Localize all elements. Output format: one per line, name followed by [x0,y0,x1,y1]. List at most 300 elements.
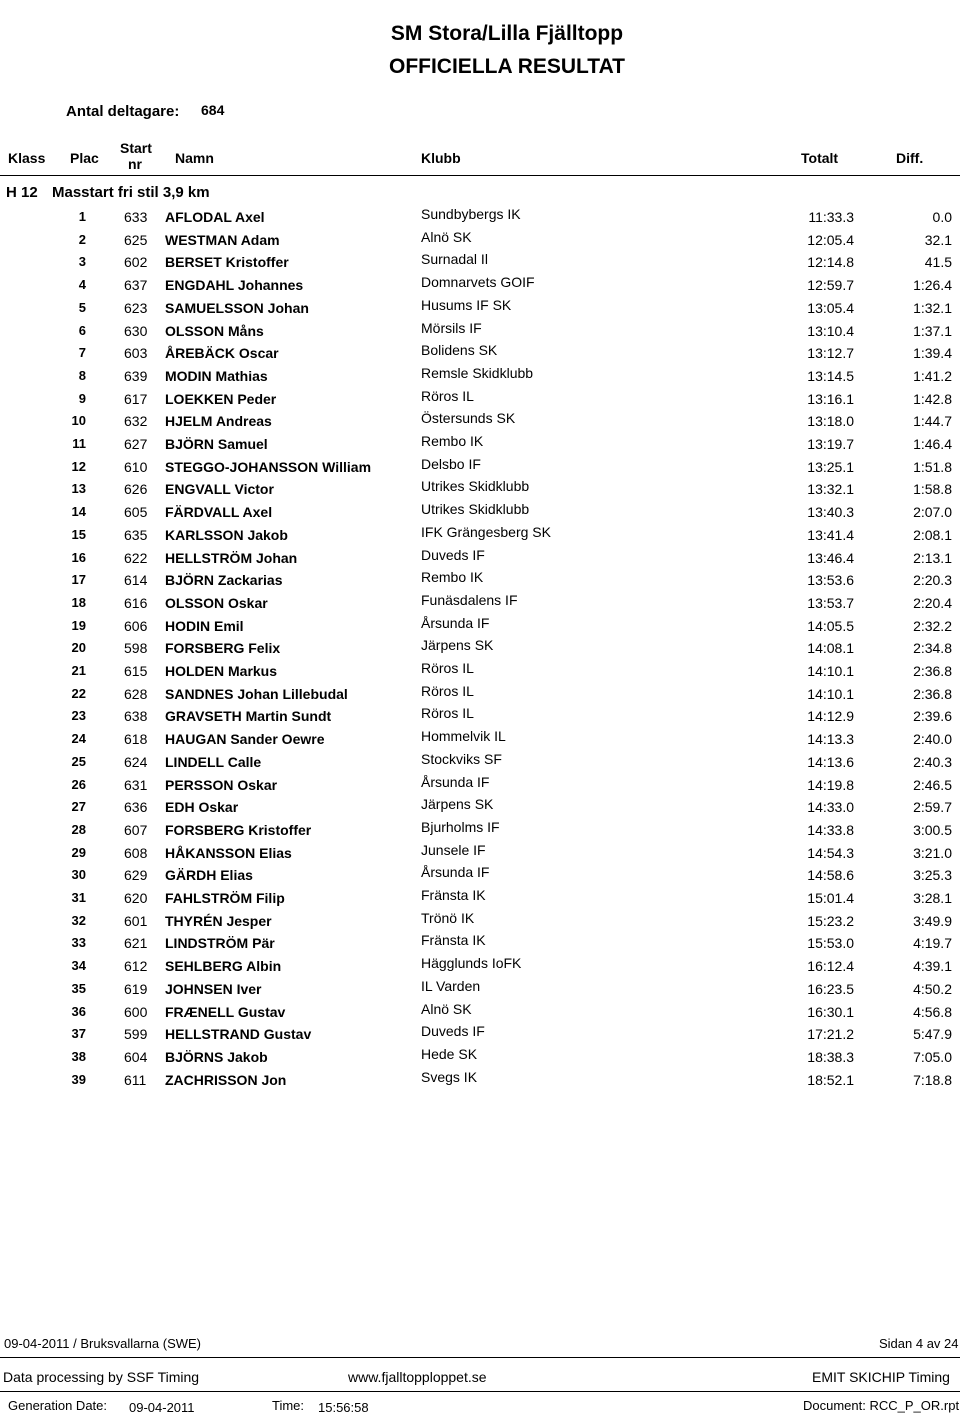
result-total-time: 14:33.8 [807,821,854,838]
footer-time-label: Time: [272,1398,305,1413]
result-name: STEGGO-JOHANSSON William [165,458,372,475]
result-place: 13 [71,481,86,497]
result-name: SANDNES Johan Lillebudal [165,685,348,702]
table-row [0,275,960,297]
result-place: 31 [71,890,86,905]
result-club: Junsele IF [421,841,486,858]
result-start-number: 605 [124,504,148,521]
table-row [0,775,960,797]
column-namn: Namn [175,150,214,166]
footer-divider-bottom [0,1391,960,1392]
result-start-number: 622 [124,549,148,566]
result-name: AFLODAL Axel [165,209,265,225]
table-row [0,525,960,547]
result-diff: 2:36.8 [913,685,952,702]
result-diff: 1:37.1 [913,322,952,339]
result-diff: 2:59.7 [913,799,952,816]
page-subtitle: OFFICIELLA RESULTAT [388,55,626,78]
table-row [0,865,960,887]
result-name: ZACHRISSON Jon [165,1071,287,1088]
result-start-number: 601 [124,912,148,929]
result-name: FORSBERG Kristoffer [165,821,312,838]
column-klubb: Klubb [421,150,461,166]
table-row [0,843,960,865]
column-totalt: Totalt [801,150,839,166]
table-row [0,411,960,433]
result-club: Röros IL [421,660,474,676]
result-start-number: 608 [124,844,148,861]
footer-date-place: 09-04-2011 / Bruksvallarna (SWE) [4,1336,202,1351]
result-club: Röros IL [421,705,474,722]
result-start-number: 628 [124,685,148,702]
result-start-number: 626 [124,481,148,498]
result-total-time: 13:12.7 [807,345,854,362]
result-diff: 4:19.7 [913,935,952,952]
result-place: 26 [71,776,86,792]
result-start-number: 615 [124,663,148,679]
result-total-time: 18:38.3 [807,1048,854,1065]
table-row [0,321,960,343]
result-club: Bolidens SK [421,342,498,359]
table-row [0,752,960,774]
result-diff: 1:32.1 [913,299,952,316]
result-place: 22 [71,685,86,701]
result-place: 14 [71,504,86,520]
result-diff: 3:00.5 [913,821,952,838]
result-club: Duveds IF [421,546,485,563]
result-start-number: 635 [124,526,148,543]
result-place: 6 [78,322,86,338]
result-name: SEHLBERG Albin [165,958,282,975]
table-row [0,638,960,660]
footer-timing: EMIT SKICHIP Timing [812,1369,950,1385]
footer-website-link[interactable]: www.fjalltopploppet.se [348,1369,487,1385]
result-diff: 2:07.0 [913,504,952,521]
result-total-time: 17:21.2 [807,1026,854,1043]
footer-document: Document: RCC_P_OR.rpt [803,1398,960,1413]
result-total-time: 13:41.4 [807,526,854,543]
result-name: OLSSON Måns [165,322,264,339]
result-total-time: 12:05.4 [807,231,854,248]
result-club: IL Varden [421,977,481,994]
result-name: FÄRDVALL Axel [165,504,273,521]
result-club: Svegs IK [421,1068,478,1085]
result-club: Mörsils IF [421,319,482,336]
result-total-time: 13:53.7 [807,594,854,611]
result-total-time: 13:46.4 [807,549,854,566]
result-name: SAMUELSSON Johan [165,299,309,316]
result-place: 21 [71,663,86,678]
result-diff: 1:41.2 [913,367,952,384]
result-start-number: 620 [124,890,148,906]
result-club: Rembo IK [421,569,484,586]
result-diff: 1:42.8 [913,390,952,407]
table-row [0,1002,960,1024]
result-start-number: 638 [124,708,148,725]
result-diff: 2:08.1 [913,526,952,543]
result-start-number: 636 [124,799,148,816]
result-place: 18 [71,594,86,610]
result-place: 19 [71,617,86,633]
result-club: Delsbo IF [421,455,481,472]
result-name: HELLSTRÖM Johan [165,549,298,566]
result-name: BJÖRN Zackarias [165,572,283,589]
table-row [0,502,960,524]
result-total-time: 14:12.9 [807,708,854,725]
result-start-number: 625 [124,231,148,248]
column-klass: Klass [8,150,46,166]
result-name: BJÖRN Samuel [165,436,268,452]
result-diff: 3:21.0 [913,844,952,861]
result-start-number: 612 [124,958,148,975]
result-diff: 1:46.4 [913,436,952,452]
result-place: 29 [71,844,86,860]
result-club: Alnö SK [421,1000,472,1017]
table-row [0,956,960,978]
result-total-time: 13:16.1 [807,390,854,407]
result-diff: 41.5 [924,254,952,271]
result-diff: 2:34.8 [913,640,952,657]
result-total-time: 13:14.5 [807,367,854,384]
result-total-time: 14:58.6 [807,867,854,884]
result-place: 25 [71,753,86,769]
table-row [0,389,960,411]
table-row [0,593,960,615]
result-place: 1 [78,209,86,224]
result-club: Utrikes Skidklubb [421,478,530,495]
result-diff: 2:40.3 [913,753,952,770]
table-row [0,911,960,933]
result-place: 17 [71,572,86,588]
table-row [0,548,960,570]
table-row [0,479,960,501]
result-diff: 2:39.6 [913,708,952,725]
result-start-number: 637 [124,277,148,294]
result-club: Husums IF SK [421,296,512,313]
result-total-time: 13:25.1 [807,458,854,475]
table-row [0,797,960,819]
result-place: 32 [71,912,86,928]
result-start-number: 629 [124,867,148,884]
result-place: 23 [71,708,86,724]
result-diff: 2:20.4 [913,594,952,611]
result-club: Årsunda IF [421,614,490,631]
result-diff: 2:32.2 [913,617,952,634]
result-diff: 3:25.3 [913,867,952,884]
result-club: Bjurholms IF [421,818,500,835]
table-row [0,298,960,320]
result-diff: 2:40.0 [913,731,952,748]
result-total-time: 13:19.7 [807,436,854,452]
result-diff: 1:26.4 [913,277,952,294]
result-name: FRÆNELL Gustav [165,1003,286,1020]
result-start-number: 633 [124,209,148,225]
result-diff: 2:36.8 [913,663,952,679]
result-diff: 4:39.1 [913,958,952,975]
result-total-time: 13:05.4 [807,299,854,316]
result-name: FAHLSTRÖM Filip [165,890,285,906]
result-start-number: 610 [124,458,148,475]
result-place: 8 [78,367,86,383]
footer-time-value: 15:56:58 [318,1400,369,1415]
result-place: 9 [78,390,86,406]
result-total-time: 16:23.5 [807,980,854,997]
result-place: 4 [78,277,86,293]
result-total-time: 13:32.1 [807,481,854,498]
table-row [0,457,960,479]
result-name: FORSBERG Felix [165,640,281,657]
result-diff: 5:47.9 [913,1026,952,1043]
result-place: 34 [71,958,86,974]
result-total-time: 11:33.3 [808,209,854,225]
table-row [0,820,960,842]
result-place: 38 [71,1048,86,1064]
result-total-time: 14:05.5 [807,617,854,634]
result-name: LINDSTRÖM Pär [165,935,275,952]
result-total-time: 18:52.1 [807,1071,854,1088]
result-start-number: 603 [124,345,148,362]
result-place: 12 [71,458,86,474]
participants-label: Antal deltagare: [66,103,180,120]
result-name: HELLSTRAND Gustav [165,1026,312,1043]
result-diff: 4:56.8 [913,1003,952,1020]
result-total-time: 14:33.0 [807,799,854,816]
result-name: KARLSSON Jakob [165,526,288,543]
result-place: 35 [71,980,86,996]
result-total-time: 14:13.6 [807,753,854,770]
result-club: Röros IL [421,682,474,699]
participants-count: 684 [201,102,225,118]
result-total-time: 14:54.3 [807,844,854,861]
result-diff: 1:51.8 [913,458,952,475]
result-club: Trönö IK [421,909,475,926]
result-place: 37 [71,1026,86,1042]
result-club: Hägglunds IoFK [421,955,522,972]
result-place: 7 [78,345,86,361]
result-name: ENGDAHL Johannes [165,277,304,294]
result-club: IFK Grängesberg SK [421,523,551,540]
result-club: Utrikes Skidklubb [421,501,530,518]
table-row [0,1024,960,1046]
result-diff: 1:44.7 [913,413,952,430]
result-club: Årsunda IF [421,773,490,790]
result-start-number: 619 [124,980,148,997]
result-name: JOHNSEN Iver [165,980,262,997]
result-total-time: 15:53.0 [807,935,854,952]
result-name: LINDELL Calle [165,753,262,770]
result-start-number: 631 [124,776,148,793]
result-start-number: 632 [124,413,148,430]
result-name: BJÖRNS Jakob [165,1048,268,1065]
result-club: Remsle Skidklubb [421,364,534,381]
result-start-number: 630 [124,322,148,339]
column-plac: Plac [70,150,99,166]
result-start-number: 614 [124,572,148,589]
result-club: Surnadal Il [421,251,488,268]
result-start-number: 600 [124,1003,148,1020]
result-name: BERSET Kristoffer [165,254,289,271]
result-club: Järpens SK [421,796,494,813]
result-place: 33 [71,935,86,951]
result-diff: 1:58.8 [913,481,952,498]
table-row [0,729,960,751]
result-total-time: 14:10.1 [807,685,854,702]
column-start: Start [120,140,152,156]
result-club: Rembo IK [421,433,484,449]
result-start-number: 624 [124,753,148,770]
result-total-time: 15:23.2 [807,912,854,929]
result-club: Alnö SK [421,228,472,245]
result-place: 28 [71,821,86,837]
table-row [0,979,960,1001]
result-diff: 2:20.3 [913,572,952,589]
result-name: OLSSON Oskar [165,594,268,611]
table-row [0,933,960,955]
result-club: Fränsta IK [421,887,486,903]
result-place: 16 [71,549,86,565]
table-row [0,616,960,638]
result-place: 24 [71,731,86,747]
result-start-number: 606 [124,617,148,634]
result-total-time: 16:12.4 [807,958,854,975]
table-row [0,888,960,910]
result-place: 10 [71,413,86,429]
result-start-number: 602 [124,254,148,271]
result-club: Hommelvik IL [421,728,506,745]
result-name: GRAVSETH Martin Sundt [165,708,332,725]
result-total-time: 15:01.4 [807,890,854,906]
result-club: Domnarvets GOIF [421,274,535,291]
column-nr: nr [128,156,142,172]
result-club: Östersunds SK [421,410,516,427]
table-row [0,570,960,592]
result-start-number: 599 [124,1026,148,1043]
result-place: 20 [71,640,86,656]
result-name: ÅREBÄCK Oscar [165,345,279,362]
result-name: HOLDEN Markus [165,663,278,679]
table-row [0,230,960,252]
table-row [0,1047,960,1069]
result-start-number: 621 [124,935,148,952]
footer-divider-top [0,1357,960,1358]
result-total-time: 13:53.6 [807,572,854,589]
result-diff: 1:39.4 [913,345,952,362]
result-diff: 0.0 [932,209,952,225]
result-start-number: 607 [124,821,148,838]
result-place: 3 [78,254,86,270]
table-row [0,252,960,274]
result-club: Järpens SK [421,637,494,654]
result-start-number: 611 [124,1071,147,1088]
table-row [0,684,960,706]
result-diff: 2:46.5 [913,776,952,793]
result-club: Stockviks SF [421,750,502,767]
result-diff: 7:18.8 [913,1071,952,1088]
result-total-time: 12:59.7 [807,277,854,294]
result-start-number: 604 [124,1048,148,1065]
result-total-time: 13:18.0 [807,413,854,430]
result-club: Röros IL [421,387,474,404]
result-name: LOEKKEN Peder [165,390,277,407]
result-place: 11 [72,436,86,451]
result-name: HAUGAN Sander Oewre [165,731,325,748]
result-name: PERSSON Oskar [165,776,278,793]
result-diff: 3:49.9 [913,912,952,929]
result-name: GÄRDH Elias [165,867,253,884]
result-total-time: 14:10.1 [807,663,854,679]
result-club: Sundbybergs IK [421,206,521,222]
result-start-number: 639 [124,367,148,384]
result-place: 5 [78,299,86,315]
result-start-number: 616 [124,594,148,611]
result-name: WESTMAN Adam [165,231,280,248]
page-title: SM Stora/Lilla Fjälltopp [390,22,624,45]
table-row [0,434,960,456]
result-start-number: 618 [124,731,148,748]
footer-page-number: Sidan 4 av 24 [879,1336,959,1351]
result-total-time: 16:30.1 [807,1003,854,1020]
table-row [0,706,960,728]
table-row [0,1070,960,1092]
result-total-time: 14:08.1 [807,640,854,657]
result-club: Fränsta IK [421,932,486,949]
result-name: MODIN Mathias [165,367,268,384]
table-row [0,343,960,365]
group-klass: H 12 [6,184,38,201]
result-start-number: 617 [124,390,148,407]
result-total-time: 14:19.8 [807,776,854,793]
group-title: Masstart fri stil 3,9 km [52,184,210,201]
footer-generation-date: 09-04-2011 [129,1400,195,1415]
result-place: 30 [71,867,86,883]
result-total-time: 12:14.8 [807,254,854,271]
result-name: THYRÉN Jesper [165,912,272,929]
result-diff: 4:50.2 [913,980,952,997]
result-place: 27 [71,799,86,815]
result-club: Funäsdalens IF [421,591,518,608]
result-name: HÅKANSSON Elias [165,844,292,861]
result-name: ENGVALL Victor [165,481,274,498]
result-name: HODIN Emil [165,617,244,634]
result-club: Årsunda IF [421,864,490,881]
result-start-number: 627 [124,436,148,452]
result-place: 36 [71,1003,86,1019]
result-place: 2 [78,231,86,247]
result-club: Duveds IF [421,1023,485,1040]
result-start-number: 598 [124,640,148,657]
result-total-time: 14:13.3 [807,731,854,748]
footer-processing: Data processing by SSF Timing [3,1369,200,1385]
result-place: 39 [71,1071,86,1087]
result-total-time: 13:10.4 [807,322,854,339]
header-divider [0,175,960,176]
footer-generation-label: Generation Date: [8,1398,108,1413]
result-place: 15 [71,526,86,542]
column-diff: Diff. [896,150,924,166]
result-diff: 7:05.0 [913,1048,952,1065]
result-name: HJELM Andreas [165,413,272,430]
table-row [0,661,960,683]
result-total-time: 13:40.3 [807,504,854,521]
result-diff: 3:28.1 [913,890,952,906]
result-name: EDH Oskar [165,799,239,816]
result-diff: 32.1 [924,231,952,248]
result-diff: 2:13.1 [913,549,952,566]
table-row [0,366,960,388]
result-club: Hede SK [421,1045,478,1062]
table-row [0,207,960,229]
result-start-number: 623 [124,299,148,316]
